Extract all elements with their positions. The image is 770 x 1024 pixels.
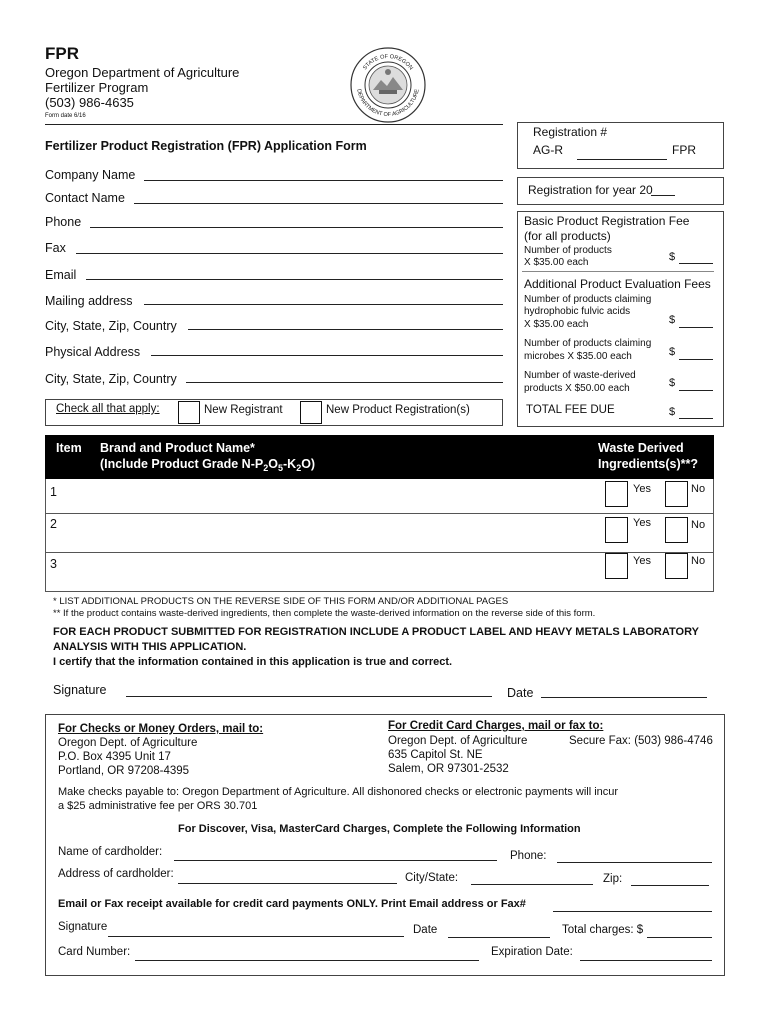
instruction-line1: FOR EACH PRODUCT SUBMITTED FOR REGISTRATION INCLUDE A PRODUCT LABEL AND HEAVY METALS LABORATORY [53,626,699,638]
row1-no-checkbox[interactable] [665,481,688,507]
total-charges-label: Total charges: $ [562,924,644,936]
microbes-line2: microbes X $35.00 each [524,351,632,362]
fulvic-line2: hydrophobic fulvic acids [524,306,631,317]
cardholder-zip-field[interactable] [631,885,709,886]
basic-fee-line2: X $35.00 each [524,257,589,268]
row3-no-label: No [691,555,706,567]
fulvic-line3: X $35.00 each [524,319,589,330]
seal-top-text: STATE OF OREGON [362,53,414,72]
note-additional-products: * LIST ADDITIONAL PRODUCTS ON THE REVERSE SIDE OF THIS FORM AND/OR ADDITIONAL PAGES [53,596,509,607]
signature-label: Signature [53,683,107,697]
physical-address-field[interactable] [151,355,503,356]
card-number-field[interactable] [135,960,479,961]
table-row [45,479,714,514]
total-fee-dollar: $ [669,406,676,418]
col-item: Item [56,441,82,455]
cc-date-label: Date [413,924,438,936]
row3-no-checkbox[interactable] [665,553,688,579]
registration-year-label: Registration for year 20 [528,183,653,197]
basic-fee-field[interactable] [679,263,713,264]
payable-line2: a $25 administrative fee per ORS 30.701 [58,800,258,812]
microbes-fee-field[interactable] [679,359,713,360]
col-waste-line1: Waste Derived [598,441,684,455]
total-fee-field[interactable] [679,418,713,419]
mailing-address-field[interactable] [144,304,503,305]
new-registrant-label: New Registrant [204,404,283,416]
cardholder-address-label: Address of cardholder: [58,868,174,880]
registration-number-field[interactable] [577,159,667,160]
row3-yes-label: Yes [633,555,651,567]
row2-yes-label: Yes [633,517,651,529]
program-name: Fertilizer Program [45,80,149,95]
physical-city-field[interactable] [186,382,503,383]
new-registrant-checkbox[interactable] [178,401,200,424]
cardholder-phone-field[interactable] [557,862,712,863]
registration-suffix: FPR [672,143,696,157]
table-row [45,553,714,592]
dept-name: Oregon Department of Agriculture [45,65,240,80]
phone-label: Phone [45,215,82,229]
expiration-field[interactable] [580,960,712,961]
company-name-field[interactable] [144,180,503,181]
row-number: 1 [50,485,57,499]
certify-statement: I certify that the information contained in this application is true and correct. [53,656,453,668]
oregon-seal-icon [349,46,427,124]
new-product-checkbox[interactable] [300,401,322,424]
cc-title: For Credit Card Charges, mail or fax to: [388,720,604,732]
fulvic-fee-field[interactable] [679,327,713,328]
phone-field[interactable] [90,227,503,228]
row1-yes-label: Yes [633,483,651,495]
cc-line2: 635 Capitol St. NE [388,749,483,761]
fulvic-dollar: $ [669,314,676,326]
basic-fee-sub: (for all products) [524,229,611,243]
basic-fee-title: Basic Product Registration Fee [524,214,690,228]
mailing-address-label: Mailing address [45,294,133,308]
contact-name-label: Contact Name [45,191,125,205]
new-product-label: New Product Registration(s) [326,404,470,416]
cc-signature-label: Signature [58,921,108,933]
row1-yes-checkbox[interactable] [605,481,628,507]
email-field[interactable] [86,279,503,280]
card-number-label: Card Number: [58,946,131,958]
cc-date-field[interactable] [448,937,550,938]
cardholder-name-label: Name of cardholder: [58,846,163,858]
basic-fee-dollar: $ [669,251,676,263]
row2-yes-checkbox[interactable] [605,517,628,543]
expiration-label: Expiration Date: [491,946,573,958]
date-label: Date [507,686,534,700]
cardholder-address-field[interactable] [178,883,397,884]
fulvic-line1: Number of products claiming [524,294,652,305]
basic-fee-line1: Number of products [524,245,612,256]
fees-divider [522,271,714,272]
waste-line1: Number of waste-derived [524,370,636,381]
col-brand-line1: Brand and Product Name* [100,441,255,455]
mailing-city-field[interactable] [188,329,503,330]
form-code: FPR [45,44,79,63]
registration-prefix: AG-R [533,143,563,157]
form-title: Fertilizer Product Registration (FPR) Application Form [45,139,367,153]
row1-no-label: No [691,483,706,495]
checks-line1: Oregon Dept. of Agriculture [58,737,198,749]
checks-line3: Portland, OR 97208-4395 [58,765,190,777]
fax-field[interactable] [76,253,503,254]
col-brand-line2: (Include Product Grade $N-P_2O_5-K_2O$) [100,457,316,473]
product-table-header [45,435,714,479]
row3-yes-checkbox[interactable] [605,553,628,579]
mailing-city-label: City, State, Zip, Country [45,319,177,333]
waste-dollar: $ [669,377,676,389]
receipt-instruction: Email or Fax receipt available for credit card payments ONLY. Print Email address or Fax# [58,898,526,910]
company-name-label: Company Name [45,168,136,182]
row-number: 3 [50,557,57,571]
header-divider [45,124,503,125]
cards-heading: For Discover, Visa, MasterCard Charges, Complete the Following Information [178,823,581,835]
cardholder-zip-label: Zip: [603,873,623,885]
program-phone: (503) 986-4635 [45,95,134,110]
row-number: 2 [50,517,57,531]
additional-fee-title: Additional Product Evaluation Fees [524,277,711,291]
microbes-dollar: $ [669,346,676,358]
fax-label: Fax [45,241,66,255]
date-field[interactable] [541,697,707,698]
microbes-line1: Number of products claiming [524,338,652,349]
cc-secure-fax: Secure Fax: (503) 986-4746 [569,735,713,747]
cardholder-city-field[interactable] [471,884,593,885]
contact-name-field[interactable] [134,203,503,204]
cardholder-city-label: City/State: [405,872,459,884]
payable-line1: Make checks payable to: Oregon Department of Agriculture. All dishonored checks or electronic payments will incur [58,786,619,798]
physical-city-label: City, State, Zip, Country [45,372,177,386]
cc-line3: Salem, OR 97301-2532 [388,763,509,775]
row2-no-checkbox[interactable] [665,517,688,543]
registration-year-field[interactable] [651,195,675,196]
col-waste-line2: Ingredients(s)**? [598,457,699,471]
cc-signature-field[interactable] [108,936,404,937]
form-date: Form date 6/16 [45,113,86,119]
signature-field[interactable] [126,696,492,697]
table-row [45,514,714,553]
cc-line1: Oregon Dept. of Agriculture [388,735,528,747]
receipt-contact-field[interactable] [553,911,712,912]
total-fee-label: TOTAL FEE DUE [526,404,615,416]
total-charges-field[interactable] [647,937,712,938]
check-all-label: Check all that apply: [56,403,160,415]
seal-bottom-text: DEPARTMENT OF AGRICULTURE [355,88,421,119]
waste-fee-field[interactable] [679,390,713,391]
email-label: Email [45,268,77,282]
registration-number-label: Registration # [533,125,608,139]
cardholder-phone-label: Phone: [510,850,547,862]
cardholder-name-field[interactable] [174,860,497,861]
physical-address-label: Physical Address [45,345,141,359]
checks-line2: P.O. Box 4395 Unit 17 [58,751,171,763]
note-waste-derived: ** If the product contains waste-derived ingredients, then complete the waste-derived information on the reverse side of this form. [53,608,596,619]
checks-title: For Checks or Money Orders, mail to: [58,723,264,735]
waste-line2: products X $50.00 each [524,383,630,394]
instruction-line2: ANALYSIS WITH THIS APPLICATION. [53,641,247,653]
row2-no-label: No [691,519,706,531]
